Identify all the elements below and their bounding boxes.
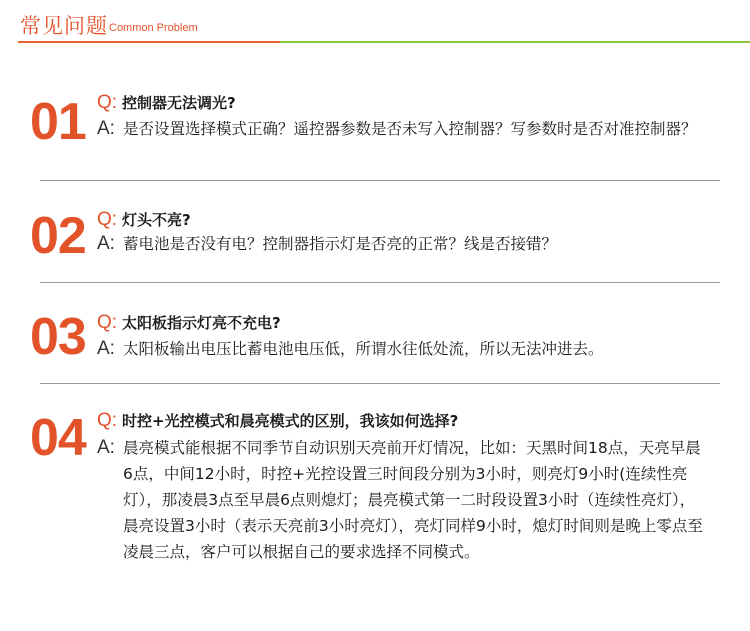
question-text: 太阳板指示灯亮不充电? bbox=[122, 314, 281, 332]
faq-answer bbox=[97, 116, 727, 142]
question-text: 控制器无法调光? bbox=[122, 94, 236, 112]
question-text: 灯头不亮? bbox=[122, 211, 191, 229]
faq-answer bbox=[97, 435, 705, 565]
faq-divider bbox=[40, 180, 720, 181]
faq-divider bbox=[40, 383, 720, 384]
section-subtitle: Common Problem bbox=[109, 22, 198, 34]
question-tag: Q: bbox=[97, 312, 118, 333]
answer-text: 太阳板输出电压比蓄电池电压低，所谓水往低处流，所以无法冲进去。 bbox=[123, 340, 604, 358]
answer-text: 晨亮模式能根据不同季节自动识别天亮前开灯情况，比如：天黑时间18点，天亮早晨6点，中间12小时，时控+光控设置三时间段分别为3小时，则亮灯9小时(连续性亮灯），那凌晨3点至早晨6点则熄灯；晨亮模式第一二时段设置3小时（连续性亮灯），晨亮设置3小时（表示天亮前3小时亮灯），亮灯同样9小时，熄灯时间则是晚上零点至凌晨三点，客户可以根据自己的要求选择不同模式。 bbox=[123, 439, 703, 561]
section-header bbox=[0, 0, 750, 44]
answer-tag: A: bbox=[97, 118, 115, 139]
faq-number: 02 bbox=[30, 207, 86, 265]
header-rule-orange bbox=[18, 41, 280, 43]
faq-divider bbox=[40, 282, 720, 283]
answer-text: 是否设置选择模式正确？遥控器参数是否未写入控制器？写参数时是否对准控制器？ bbox=[123, 120, 697, 138]
faq-number: 03 bbox=[30, 308, 86, 366]
question-tag: Q: bbox=[97, 410, 118, 431]
question-tag: Q: bbox=[97, 92, 118, 113]
faq-question bbox=[97, 312, 727, 334]
faq-answer bbox=[97, 231, 727, 257]
faq-question bbox=[97, 410, 727, 432]
answer-tag: A: bbox=[97, 437, 115, 458]
answer-text: 蓄电池是否没有电？控制器指示灯是否亮的正常？线是否接错？ bbox=[123, 235, 558, 253]
section-title: 常见问题 bbox=[20, 14, 108, 38]
faq-answer bbox=[97, 336, 727, 362]
faq-question bbox=[97, 209, 727, 231]
faq-question bbox=[97, 92, 727, 114]
faq-number: 01 bbox=[30, 93, 86, 151]
header-rule-green bbox=[280, 41, 750, 43]
question-text: 时控+光控模式和晨亮模式的区别，我该如何选择? bbox=[122, 412, 459, 430]
faq-number: 04 bbox=[30, 409, 86, 467]
answer-tag: A: bbox=[97, 233, 115, 254]
answer-tag: A: bbox=[97, 338, 115, 359]
question-tag: Q: bbox=[97, 209, 118, 230]
